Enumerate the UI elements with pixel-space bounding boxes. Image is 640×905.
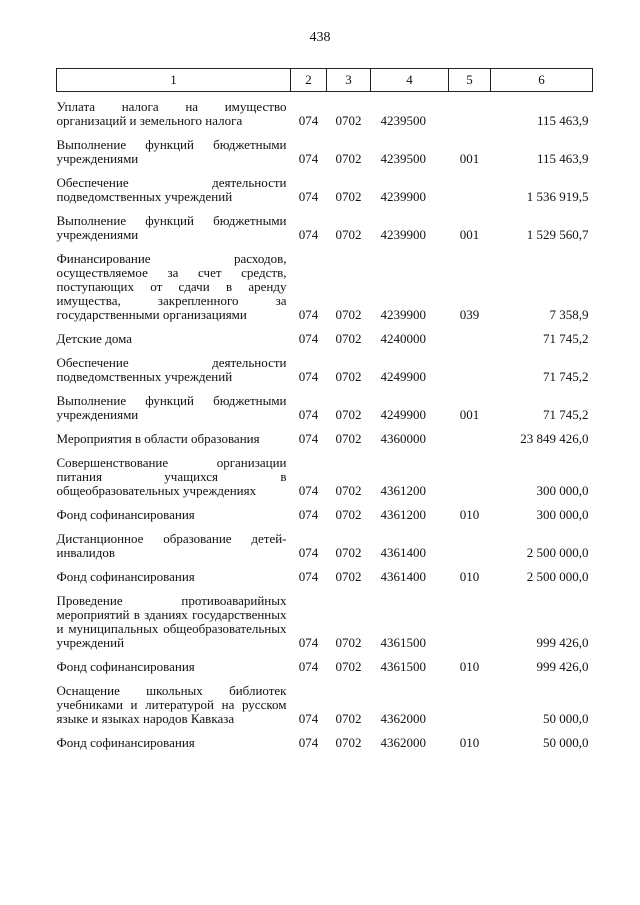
- row-code-5: 001: [459, 407, 480, 422]
- row-amount: 300 000,0: [536, 483, 589, 498]
- row-amount: 50 000,0: [543, 711, 589, 726]
- row-name: Мероприятия в области образования: [56, 431, 260, 446]
- row-code-2: 074: [298, 307, 319, 322]
- row-code-3: 0702: [335, 331, 362, 346]
- row-code-3: 0702: [335, 307, 362, 322]
- row-amount: 50 000,0: [543, 735, 589, 750]
- row-name: Детские дома: [56, 331, 132, 346]
- row-code-3: 0702: [335, 483, 362, 498]
- row-code-5: [449, 92, 491, 139]
- row-name: Проведение противоаварийных мероприятий в зданиях государственных и муниципальных общеобразовательных учреждений: [56, 593, 287, 650]
- row-code-2: 074: [298, 483, 319, 498]
- table-row: [57, 214, 593, 252]
- row-code-2: 074: [298, 113, 319, 128]
- row-code-5: [449, 532, 491, 570]
- row-code-3: 0702: [335, 407, 362, 422]
- row-code-3: 0702: [335, 659, 362, 674]
- row-amount: 71 745,2: [543, 407, 589, 422]
- row-code-4: 4239900: [380, 227, 426, 242]
- row-name: Финансирование расходов, осуществляемое за счет средств, поступающих от сдачи в аренду имущества, закрепленного за государственными организациями: [56, 251, 287, 322]
- row-code-2: 074: [298, 407, 319, 422]
- row-name: Выполнение функций бюджетными учреждениями: [56, 137, 287, 166]
- row-code-4: 4239900: [380, 307, 426, 322]
- column-header-5: 5: [449, 69, 491, 92]
- row-code-5: 039: [459, 307, 480, 322]
- row-code-4: 4239500: [380, 151, 426, 166]
- row-name: Выполнение функций бюджетными учреждениями: [56, 393, 287, 422]
- row-code-4: 4249900: [380, 407, 426, 422]
- row-code-3: 0702: [335, 431, 362, 446]
- table-row: [57, 532, 593, 570]
- row-code-5: 010: [459, 507, 480, 522]
- row-amount: 115 463,9: [536, 113, 589, 128]
- table-row: [57, 456, 593, 508]
- row-name: Оснащение школьных библиотек учебниками и литературой на русском языке и языках народов Кавказа: [56, 683, 287, 726]
- table-body: [57, 92, 593, 761]
- row-amount: 7 358,9: [549, 307, 589, 322]
- budget-table: [56, 68, 593, 760]
- row-code-3: 0702: [335, 711, 362, 726]
- row-code-4: 4361200: [380, 483, 426, 498]
- row-code-5: [449, 684, 491, 736]
- row-amount: 300 000,0: [536, 507, 589, 522]
- row-code-2: 074: [298, 151, 319, 166]
- header-row: [57, 69, 593, 92]
- row-amount: 1 536 919,5: [526, 189, 589, 204]
- row-code-3: 0702: [335, 569, 362, 584]
- table-row: [57, 432, 593, 456]
- row-code-4: 4361500: [380, 635, 426, 650]
- row-code-3: 0702: [335, 227, 362, 242]
- row-name: Выполнение функций бюджетными учреждениями: [56, 213, 287, 242]
- row-amount: 999 426,0: [536, 659, 589, 674]
- row-code-5: [449, 332, 491, 356]
- row-name: Дистанционное образование детей-инвалидов: [56, 531, 287, 560]
- row-code-4: 4239500: [380, 113, 426, 128]
- row-code-4: 4361400: [380, 569, 426, 584]
- row-amount: 1 529 560,7: [526, 227, 589, 242]
- row-code-5: 010: [459, 735, 480, 750]
- row-name: Фонд софинансирования: [56, 735, 195, 750]
- table-row: [57, 594, 593, 660]
- table-row: [57, 252, 593, 332]
- row-name: Обеспечение деятельности подведомственных учреждений: [56, 175, 287, 204]
- row-amount: 2 500 000,0: [526, 545, 589, 560]
- row-amount: 115 463,9: [536, 151, 589, 166]
- row-code-2: 074: [298, 545, 319, 560]
- table-row: [57, 356, 593, 394]
- row-amount: 23 849 426,0: [520, 431, 589, 446]
- row-code-5: [449, 432, 491, 456]
- row-amount: 71 745,2: [543, 331, 589, 346]
- row-code-3: 0702: [335, 369, 362, 384]
- row-code-5: [449, 356, 491, 394]
- row-code-5: [449, 176, 491, 214]
- row-name: Совершенствование организации питания учащихся в общеобразовательных учреждениях: [56, 455, 287, 498]
- table-row: [57, 570, 593, 594]
- column-header-2: 2: [291, 69, 327, 92]
- row-code-3: 0702: [335, 545, 362, 560]
- row-amount: 2 500 000,0: [526, 569, 589, 584]
- column-header-3: 3: [327, 69, 371, 92]
- table-row: [57, 736, 593, 760]
- table-row: [57, 394, 593, 432]
- table-row: [57, 138, 593, 176]
- row-code-4: 4361200: [380, 507, 426, 522]
- row-name: Уплата налога на имущество организаций и земельного налога: [56, 99, 287, 128]
- table-row: [57, 508, 593, 532]
- row-code-5: 001: [459, 227, 480, 242]
- row-code-5: 010: [459, 569, 480, 584]
- row-code-2: 074: [298, 227, 319, 242]
- row-code-2: 074: [298, 711, 319, 726]
- row-amount: 71 745,2: [543, 369, 589, 384]
- row-code-2: 074: [298, 431, 319, 446]
- row-code-4: 4240000: [380, 331, 426, 346]
- row-code-4: 4361400: [380, 545, 426, 560]
- table-row: [57, 92, 593, 139]
- table-row: [57, 660, 593, 684]
- row-code-5: 001: [459, 151, 480, 166]
- page-number: 438: [309, 30, 331, 45]
- column-header-1: 1: [57, 69, 291, 92]
- row-code-5: 010: [459, 659, 480, 674]
- row-code-5: [449, 594, 491, 660]
- row-name: Обеспечение деятельности подведомственных учреждений: [56, 355, 287, 384]
- row-name: Фонд софинансирования: [56, 569, 195, 584]
- row-amount: 999 426,0: [536, 635, 589, 650]
- row-code-4: 4362000: [380, 735, 426, 750]
- row-code-3: 0702: [335, 189, 362, 204]
- row-code-2: 074: [298, 659, 319, 674]
- column-header-4: 4: [371, 69, 449, 92]
- table-header: [57, 69, 593, 92]
- row-code-3: 0702: [335, 735, 362, 750]
- table-row: [57, 332, 593, 356]
- row-code-4: 4360000: [380, 431, 426, 446]
- row-code-2: 074: [298, 635, 319, 650]
- row-code-2: 074: [298, 369, 319, 384]
- row-code-4: 4362000: [380, 711, 426, 726]
- row-code-5: [449, 456, 491, 508]
- row-code-2: 074: [298, 569, 319, 584]
- row-name: Фонд софинансирования: [56, 659, 195, 674]
- row-code-4: 4249900: [380, 369, 426, 384]
- row-code-4: 4361500: [380, 659, 426, 674]
- row-code-3: 0702: [335, 151, 362, 166]
- table-row: [57, 684, 593, 736]
- row-code-2: 074: [298, 189, 319, 204]
- row-code-2: 074: [298, 507, 319, 522]
- row-code-4: 4239900: [380, 189, 426, 204]
- row-code-3: 0702: [335, 507, 362, 522]
- row-code-3: 0702: [335, 113, 362, 128]
- row-name: Фонд софинансирования: [56, 507, 195, 522]
- row-code-2: 074: [298, 331, 319, 346]
- row-code-2: 074: [298, 735, 319, 750]
- column-header-6: 6: [491, 69, 593, 92]
- row-code-3: 0702: [335, 635, 362, 650]
- table-row: [57, 176, 593, 214]
